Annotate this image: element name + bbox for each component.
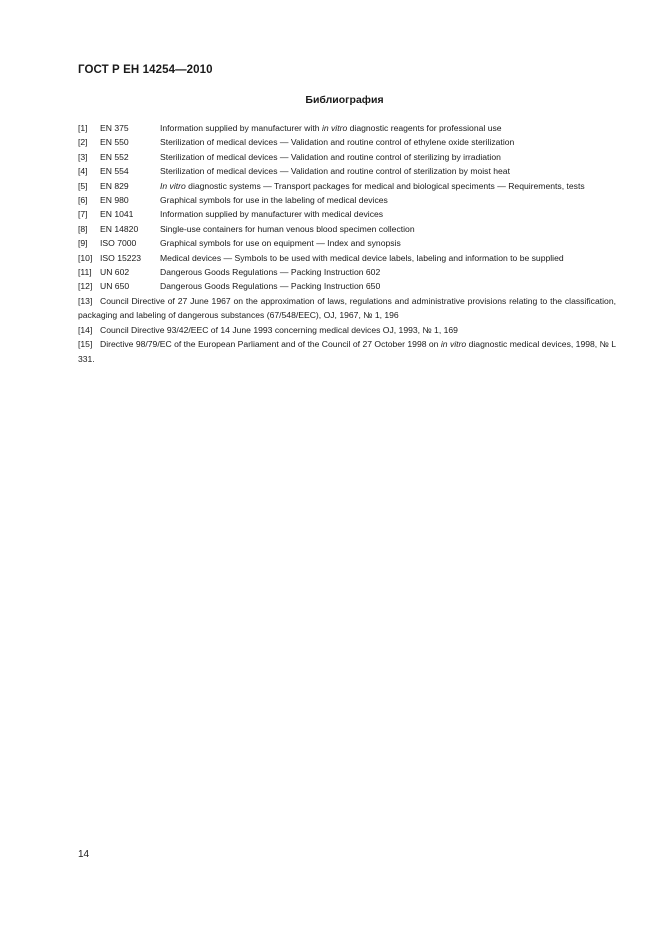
bibliography-entry [78, 323, 616, 337]
bibliography-entry [78, 150, 616, 164]
entry-code: EN 375 [100, 123, 129, 133]
entry-text: Dangerous Goods Regulations — Packing Instruction 650 [160, 281, 381, 292]
bibliography-entry [78, 179, 616, 193]
entry-text: Medical devices — Symbols to be used with medical device labels, labeling and information to be supplied [160, 252, 564, 263]
bibliography-entry [78, 337, 616, 366]
entry-code: EN 552 [100, 151, 129, 162]
bibliography-entry [78, 193, 616, 207]
entry-code: EN 1041 [100, 209, 134, 220]
entry-text: Graphical symbols for use in the labeling of medical devices [160, 195, 388, 206]
entry-code: UN 650 [100, 281, 130, 292]
entry-text: Council Directive 93/42/EEC of 14 June 1993 concerning medical devices OJ, 1993, № 1, 169 [100, 324, 458, 335]
entry-number: [2] [78, 137, 88, 148]
entry-text: Information supplied by manufacturer with in vitro diagnostic reagents for professional use [160, 123, 502, 133]
bibliography-entry [78, 265, 616, 279]
bibliography-entry [78, 135, 616, 149]
bibliography-list [78, 121, 616, 366]
entry-number: [8] [78, 223, 88, 234]
entry-code: EN 554 [100, 166, 129, 177]
bibliography-title: Библиография [305, 94, 384, 106]
entry-code: ISO 15223 [100, 252, 142, 263]
bibliography-entry [78, 279, 616, 293]
entry-number: [12] [78, 281, 93, 292]
entry-code: UN 602 [100, 267, 130, 278]
entry-number: [3] [78, 151, 88, 162]
entry-number: [13] [78, 295, 93, 306]
entry-text: Dangerous Goods Regulations — Packing Instruction 602 [160, 267, 381, 278]
entry-number: [14] [78, 324, 93, 335]
bibliography-entry [78, 164, 616, 178]
entry-number: [10] [78, 252, 93, 263]
entry-code: EN 550 [100, 137, 129, 148]
entry-number: [15] [78, 339, 93, 350]
entry-text: Directive 98/79/EC of the European Parliament and of the Council of 27 October 1998 on in vitro diagnostic medical devices, 1998, № L 331. [78, 339, 617, 364]
entry-text: Graphical symbols for use on equipment — Index and synopsis [160, 238, 401, 249]
entry-text: In vitro diagnostic systems — Transport packages for medical and biological speciments — Requirements, tests [160, 180, 585, 191]
entry-number: [6] [78, 195, 88, 206]
entry-text: Council Directive of 27 June 1967 on the approximation of laws, regulations and administrative provisions relating to the classification, packaging and labeling of dangerous substances (67/548/EEC), OJ, 1967, № 1, 196 [78, 295, 616, 321]
entry-number: [4] [78, 166, 88, 177]
entry-number: [9] [78, 238, 88, 249]
entry-number: [5] [78, 180, 88, 191]
entry-number: [1] [78, 123, 88, 133]
entry-text: Sterilization of medical devices — Validation and routine control of ethylene oxide sterilization [160, 137, 515, 148]
entry-number: [7] [78, 209, 88, 220]
bibliography-entry [78, 236, 616, 250]
entry-text: Sterilization of medical devices — Validation and routine control of sterilizing by irradiation [160, 151, 501, 162]
bibliography-entry [78, 294, 616, 323]
bibliography-entry [78, 222, 616, 236]
entry-number: [11] [78, 267, 92, 278]
page-number: 14 [78, 849, 90, 860]
entry-text: Sterilization of medical devices — Validation and routine control of sterilization by moist heat [160, 166, 510, 177]
entry-text: Information supplied by manufacturer with medical devices [160, 209, 384, 220]
bibliography-entry [78, 121, 616, 135]
bibliography-entry [78, 251, 616, 265]
entry-code: ISO 7000 [100, 238, 137, 249]
bibliography-entry [78, 207, 616, 221]
entry-code: EN 14820 [100, 223, 139, 234]
document-header: ГОСТ Р ЕН 14254—2010 [78, 64, 213, 76]
entry-code: EN 829 [100, 180, 129, 191]
entry-text: Single-use containers for human venous blood specimen collection [160, 223, 415, 234]
entry-code: EN 980 [100, 195, 129, 206]
